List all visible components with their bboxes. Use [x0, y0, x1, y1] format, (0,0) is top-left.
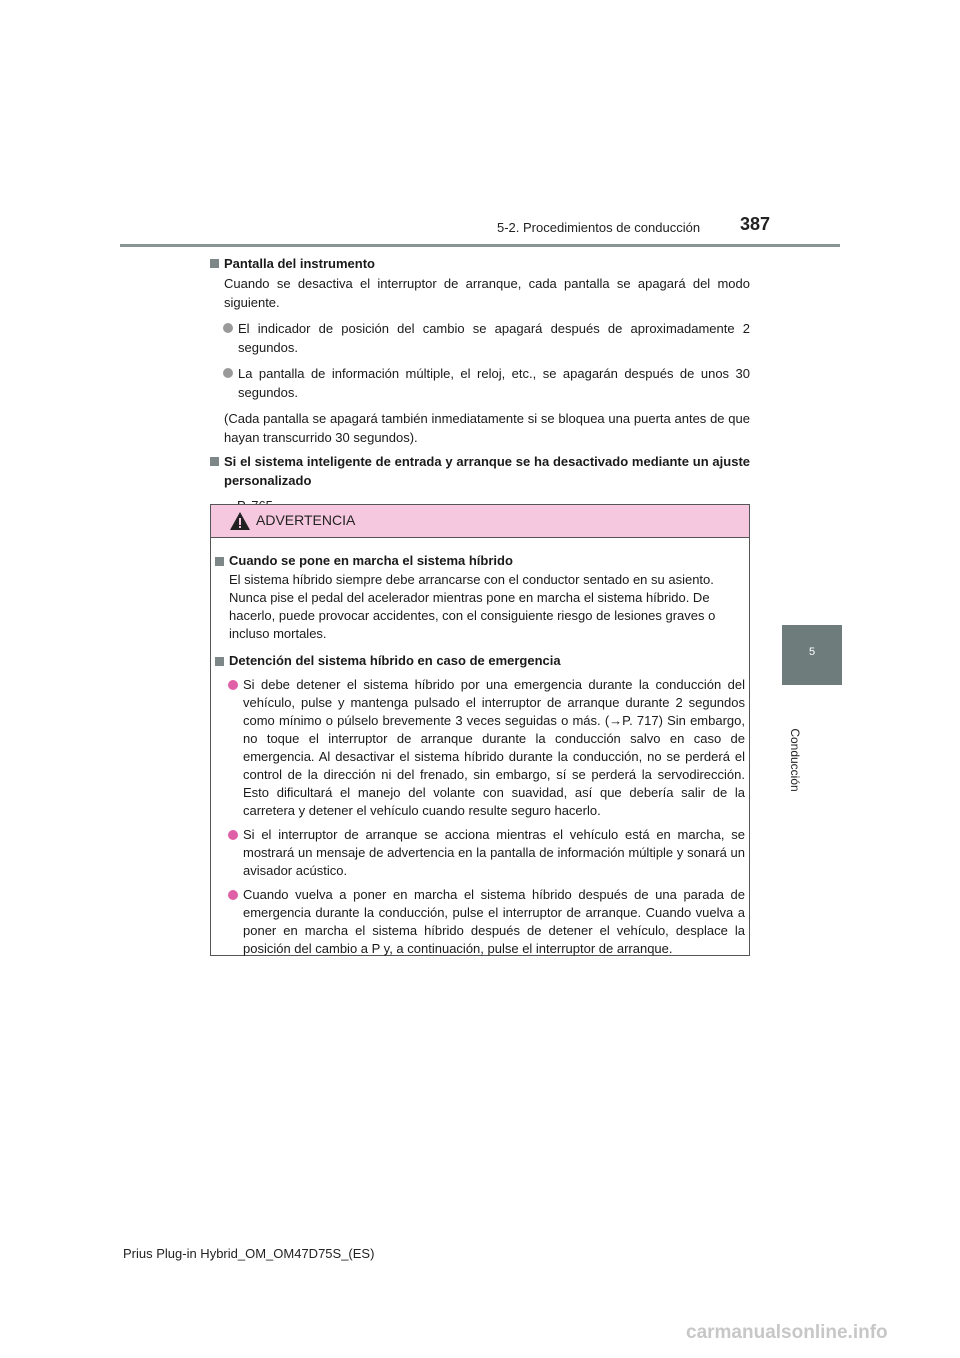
- circle-bullet-icon: [228, 890, 238, 900]
- warning-paragraph: El sistema híbrido siempre debe arrancarse con el conductor sentado en su asiento. Nunca pise el pedal del acelerador mientras pone en marcha el sistema híbrido. De hacerlo, puede provocar accidentes, con el consiguiente riesgo de lesiones graves o incluso mortales.: [229, 572, 716, 641]
- square-bullet-icon: [210, 259, 219, 268]
- list-item: [238, 364, 750, 402]
- main-content: [210, 254, 750, 515]
- list-item: [238, 319, 750, 357]
- warning-subheading-text: Cuando se pone en marcha el sistema híbrido: [229, 553, 513, 568]
- warning-list-item-text: Cuando vuelva a poner en marcha el sistema híbrido después de una parada de emergencia durante la conducción, pulse el interruptor de arranque. Cuando vuelva a poner en marcha el sistema híbrido después de detener el vehículo, desplace la posición del cambio a P y, a continuación, pulse el interruptor de arranque.: [243, 887, 745, 956]
- section-heading-text: Pantalla del instrumento: [224, 256, 375, 271]
- warning-list-item: [243, 826, 745, 880]
- warning-box: [210, 504, 750, 956]
- warning-list-item-text: Si el interruptor de arranque se acciona mientras el vehículo está en marcha, se mostrará un mensaje de advertencia en la pantalla de información múltiple y sonará un avisador acústico.: [243, 827, 745, 878]
- circle-bullet-icon: [228, 830, 238, 840]
- chapter-tab-number: 5: [808, 646, 816, 658]
- watermark: carmanualsonline.info: [686, 1322, 888, 1343]
- warning-subheading: [215, 552, 745, 570]
- warning-title: ADVERTENCIA: [256, 512, 356, 528]
- section-header: 5-2. Procedimientos de conducción: [497, 220, 701, 235]
- page-number: 387: [740, 214, 771, 234]
- circle-bullet-icon: [223, 368, 233, 378]
- warning-subheading: [215, 652, 745, 670]
- warning-list-item: [243, 676, 745, 820]
- warning-header: [211, 505, 749, 538]
- section-heading-text: Si el sistema inteligente de entrada y arranque se ha desactivado mediante un ajuste personalizado: [224, 454, 750, 488]
- circle-bullet-icon: [223, 323, 233, 333]
- section-intro: Cuando se desactiva el interruptor de arranque, cada pantalla se apagará del modo siguiente.: [224, 276, 750, 310]
- footer-document-id: Prius Plug-in Hybrid_OM_OM47D75S_(ES): [123, 1246, 375, 1261]
- section-note: (Cada pantalla se apagará también inmediatamente si se bloquea una puerta antes de que hayan transcurrido 30 segundos).: [224, 411, 750, 445]
- warning-list-item: [243, 886, 745, 958]
- list-item-text: El indicador de posición del cambio se apagará después de aproximadamente 2 segundos.: [238, 321, 750, 355]
- section-heading: [210, 254, 750, 273]
- square-bullet-icon: [210, 457, 219, 466]
- chapter-tab-label: Conducción: [788, 728, 802, 792]
- section-heading: [210, 452, 750, 490]
- square-bullet-icon: [215, 557, 224, 566]
- header-divider: [120, 244, 840, 247]
- warning-subheading-text: Detención del sistema híbrido en caso de emergencia: [229, 653, 561, 668]
- warning-list-item-text: Si debe detener el sistema híbrido por una emergencia durante la conducción del vehículo, pulse y mantenga pulsado el interruptor de arranque durante 2 segundos como mínimo o púlselo brevemente 3 veces seguidas o más. (→P. 717) Sin embargo, no toque el interruptor de arranque durante la conducción salvo en caso de emergencia. Al desactivar el sistema híbrido durante la conducción, no se perderá el control de la dirección ni del frenado, sin embargo, sí se perderá la servodirección. Esto dificultará el manejo del volante con suavidad, así que debería salir de la carretera y detener el vehículo cuando resulte seguro hacerlo.: [243, 677, 745, 818]
- warning-triangle-icon: [229, 511, 251, 531]
- square-bullet-icon: [215, 657, 224, 666]
- warning-body: [215, 547, 745, 958]
- circle-bullet-icon: [228, 680, 238, 690]
- list-item-text: La pantalla de información múltiple, el reloj, etc., se apagarán después de unos 30 segundos.: [238, 366, 750, 400]
